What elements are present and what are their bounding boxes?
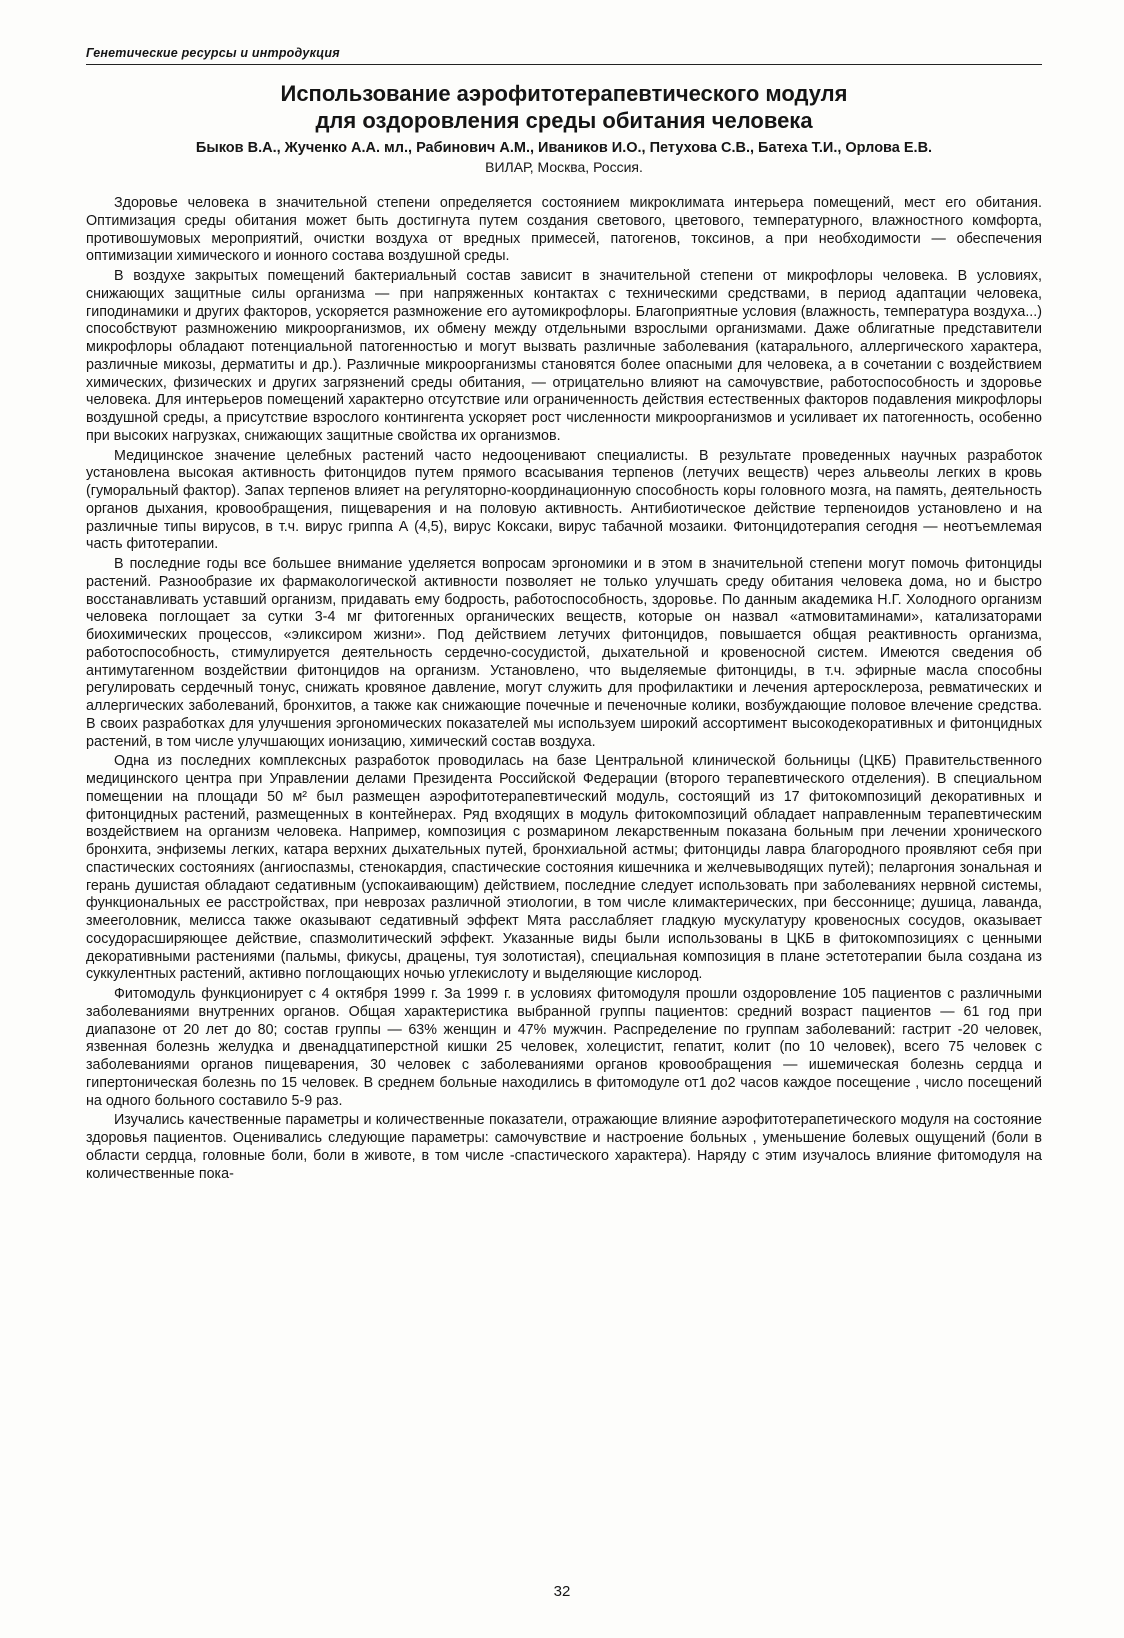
paragraph: Фитомодуль функционирует с 4 октября 1999 г. За 1999 г. в условиях фитомодуля прошли оздоровление 105 пациентов с различными заболеваниями внутренних органов. Общая характеристика выбранной группы пациентов: средний возраст пациентов — 61 год при диапазоне от 20 лет до 80; состав группы — 63% женщин и 47% мужчин. Распределение по группам заболеваний: гастрит -20 человек, язвенная болезнь желудка и двенадцатиперстной кишки 25 человек, холецистит, гепатит, колит (по 10 человек), всего 75 человек с заболеваниями органов пищеварения, 30 человек с заболеваниями органов кровообращения — ишемическая болезнь сердца и гипертоническая болезнь по 15 человек. В среднем больные находились в фитомодуле от1 до2 часов каждое посещение , число посещений на одного больного составило 5-9 раз.	[86, 986, 1042, 1109]
paragraph: Изучались качественные параметры и количественные показатели, отражающие влияние аэрофитотерапетического модуля на состояние здоровья пациентов. Оценивались следующие параметры: самочувствие и настроение больных , уменьшение болевых ощущений (боли в области сердца, головные боли, боли в животе, в том числе -спастического характера). Наряду с этим изучалось влияние фитомодуля на количественные пока-	[86, 1112, 1042, 1182]
article-title-line-2: для оздоровления среды обитания человека	[315, 108, 813, 133]
page-number: 32	[553, 1583, 571, 1600]
paragraph: Одна из последних комплексных разработок проводилась на базе Центральной клинической больницы (ЦКБ) Правительственного медицинского центра при Управлении делами Президента Российской Федерации (второго терапевтического отделения). В специальном помещении на площади 50 м² был размещен аэрофитотерапевтический модуль, состоящий из 17 фитокомпозиций декоративных и фитонцидных растений, размещенных в контейнерах. Ряд входящих в модуль фитокомпозиций обладает направленным терапевтическим воздействием на организм человека. Например, композиция с розмарином лекарственным показана больным при лечении хронического бронхита, энфиземы легких, катара верхних дыхательных путей, бронхиальной астмы; фитонциды лавра благородного проявляют себя при спастических состояниях (ангиоспазмы, стенокардия, спастические состояния кишечника и желчевыводящих путей); пеларгония зональная и герань душистая обладают седативным (успокаивающим) действием, последние следует использовать при заболеваниях нервной системы, функциональных ее расстройствах, при неврозах различной этиологии, в том числе климактерических, при бессоннице; душица, лаванда, змееголовник, мелисса также оказывают седативный эффект Мята расслабляет гладкую мускулатуру кровеносных сосудов, оказывает сосудорасширяющее действие, спазмолитический эффект. Указанные виды были использованы в ЦКБ в фитокомпозициях с ценными декоративными растениями (пальмы, фикусы, драцены, туя золотистая), специальная композиция в плане эстетотерапии была создана из суккулентных растений, активно поглощающих ночью углекислоту и выделяющие кислород.	[86, 753, 1042, 983]
paragraph: В последние годы все большее внимание уделяется вопросам эргономики и в этом в значительной степени могут помочь фитонциды растений. Разнообразие их фармакологической активности позволяет не только улучшать среду обитания человека дома, но и быстро восстанавливать уставший организм, придавать ему бодрость, работоспособность, здоровье. По данным академика Н.Г. Холодного организм человека поглощает за сутки 3-4 мг фитогенных органических веществ, которые он назвал «атмовитаминами», катализаторами биохимических процессов, «эликсиром жизни». Под действием летучих фитонцидов, повышается общая реактивность организма, работоспособность, стимулируется деятельность сердечно-сосудистой, дыхательной и кровеносной систем. Имеются сведения об антимутагенном воздействии фитонцидов на организм. Установлено, что выделяемые фитонциды, в т.ч. эфирные масла способны регулировать сердечный тонус, снижать кровяное давление, могут служить для профилактики и лечения артеросклероза, ревматических и аллергических заболеваний, бронхитов, а также как снижающие почечные и печеночные колики, возбуждающие половое влечение средства. В своих разработках для улучшения эргономических показателей мы используем широкий ассортимент высокодекоративных и фитонцидных растений, в том числе улучшающих ионизацию, химический состав воздуха.	[86, 556, 1042, 750]
article-body	[86, 195, 1042, 1183]
running-header	[86, 44, 1042, 65]
article-title-line-1: Использование аэрофитотерапевтического модуля	[280, 81, 848, 106]
paragraph: Медицинское значение целебных растений часто недооценивают специалисты. В результате проведенных научных разработок установлена высокая активность фитонцидов путем прямого всасывания терпенов (летучих веществ) через альвеолы легких в кровь (гуморальный фактор). Запах терпенов влияет на регуляторно-координационную способность коры головного мозга, на память, деятельность органов дыхания, кровообращения, пищеварения и на половую активность. Антибиотическое действие терпеноидов установлено и на различные типы вирусов, в т.ч. вирус гриппа А (4,5), вирус Коксаки, вирус табачной мозаики. Фитонцидотерапия сегодня — неотъемлемая часть фитотерапии.	[86, 447, 1042, 553]
title-block	[86, 80, 1042, 177]
paragraph: Здоровье человека в значительной степени определяется состоянием микроклимата интерьера помещений, мест его обитания. Оптимизация среды обитания может быть достигнута путем создания светового, цветового, температурного, влажностного комфорта, противошумовых мероприятий, очистки воздуха от вредных примесей, патогенов, токсинов, а при необходимости — обеспечения оптимизации химического и ионного состава воздушной среды.	[86, 195, 1042, 265]
authors: Быков В.А., Жученко А.А. мл., Рабинович А.М., Иваников И.О., Петухова С.В., Батеха Т.И., Орлова Е.В.	[195, 140, 933, 156]
running-header-text: Генетические ресурсы и интродукция	[86, 46, 340, 60]
affiliation: ВИЛАР, Москва, Россия.	[485, 159, 643, 175]
paragraph: В воздухе закрытых помещений бактериальный состав зависит в значительной степени от микрофлоры человека. В условиях, снижающих защитные силы организма — при напряженных контактах с техническими средствами, в период адаптации человека, гиподинамики и других факторов, ускоряется размножение его аутомикрофлоры. Благоприятные условия (влажность, температура воздуха...) способствуют размножению микроорганизмов, их обмену между отдельными взрослыми организмами. Даже облигатные представители микрофлоры обладают потенциальной патогенностью и могут вызвать различные заболевания (катарального, аллергического характера, различные микозы, дерматиты и др.). Различные микроорганизмы становятся более опасными для человека, а в сочетании с воздействием химических, физических и других загрязнений среды обитания, — отрицательно влияют на самочувствие, работоспособность и здоровье человека. Для интерьеров помещений характерно отсутствие или ограниченность действия естественных факторов подавления микрофлоры воздушной среды, а присутствие взрослого контингента ускоряет рост численности микроорганизмов и усиливает их патогенность, особенно при высоких нагрузках, снижающих защитные свойства их организмов.	[86, 268, 1042, 444]
